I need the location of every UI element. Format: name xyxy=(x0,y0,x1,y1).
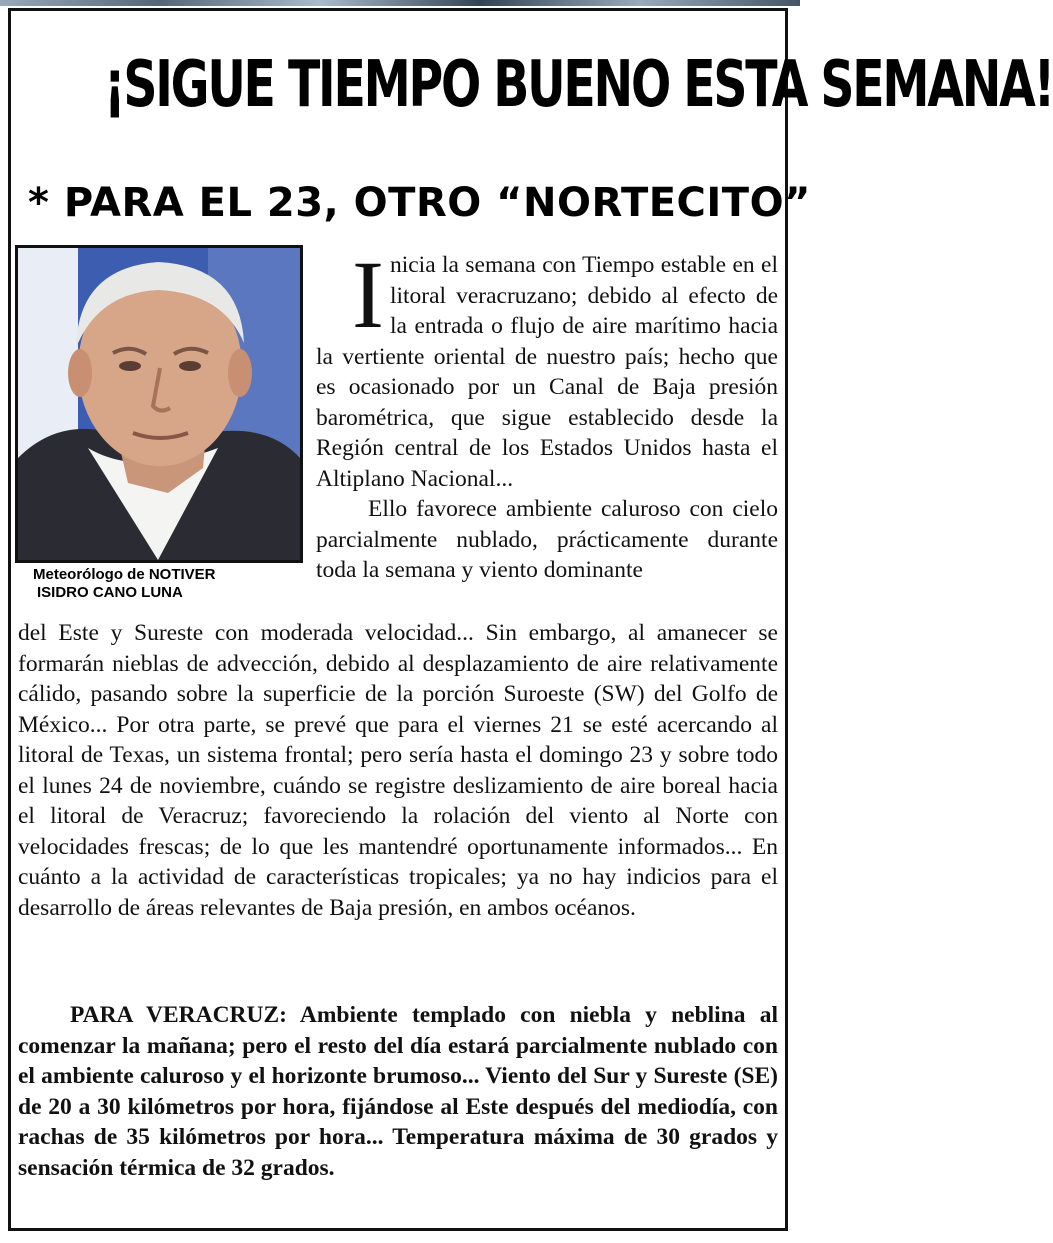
portrait-illustration xyxy=(18,248,300,560)
paragraph-1-text: nicia la semana con Tiempo estable en el litoral veracruzano; debido al efecto de la entrada o flujo de aire marítimo hacia la vertiente oriental de nuestro país; hecho que es ocasionado por un Canal de Baja presión barométrica, que sigue establecido desde la Región central de los Estados Unidos hasta el Altiplano Nacional... xyxy=(316,252,778,492)
caption-title: Meteorólogo de NOTIVER xyxy=(33,566,216,583)
veracruz-forecast-paragraph: PARA VERACRUZ: Ambiente templado con niebla y neblina al comenzar la mañana; pero el resto del día estará parcialmente nublado con el ambiente caluroso y el horizonte brumoso... Viento del Sur y Sureste (SE) de 20 a 30 kilómetros por hora, fijándose al Este después del mediodía, con rachas de 35 kilómetros por hora... Temperatura máxima de 30 grados y sensación térmica de 32 grados. xyxy=(18,1002,778,1181)
headline: ¡SIGUE TIEMPO BUENO ESTA SEMANA! xyxy=(104,48,1053,122)
caption-name: ISIDRO CANO LUNA xyxy=(37,584,183,601)
article-paragraph-2-continued: del Este y Sureste con moderada velocidad... Sin embargo, al amanecer se formarán nieblas de advección, debido al desplazamiento de aire relativamente cálido, pasando sobre la superficie de la porción Suroeste (SW) del Golfo de México... Por otra parte, se prevé que para el viernes 21 se esté acercando al litoral de Texas, un sistema frontal; pero sería hasta el domingo 23 y sobre todo el lunes 24 de noviembre, cuándo se registre deslizamiento de aire boreal hacia el litoral de Veracruz; favoreciendo la rolación del viento al Norte con velocidades frescas; de lo que les mantendré oportunamente informados... En cuánto a la actividad de características tropicales; ya no hay indicios para el desarrollo de áreas relevantes de Baja presión, en ambos océanos. xyxy=(18,620,778,921)
article-paragraph-1 xyxy=(316,241,778,494)
article-column xyxy=(316,241,778,586)
drop-cap: I xyxy=(352,241,384,348)
photo-caption xyxy=(15,566,303,602)
portrait-photo xyxy=(15,245,303,563)
subheadline: * PARA EL 23, OTRO “NORTECITO” xyxy=(28,180,811,226)
article-paragraph-2-start: Ello favorece ambiente caluroso con cielo parcialmente nublado, prácticamente durante toda la semana y viento dominante xyxy=(316,496,778,583)
top-image-strip xyxy=(0,0,800,6)
